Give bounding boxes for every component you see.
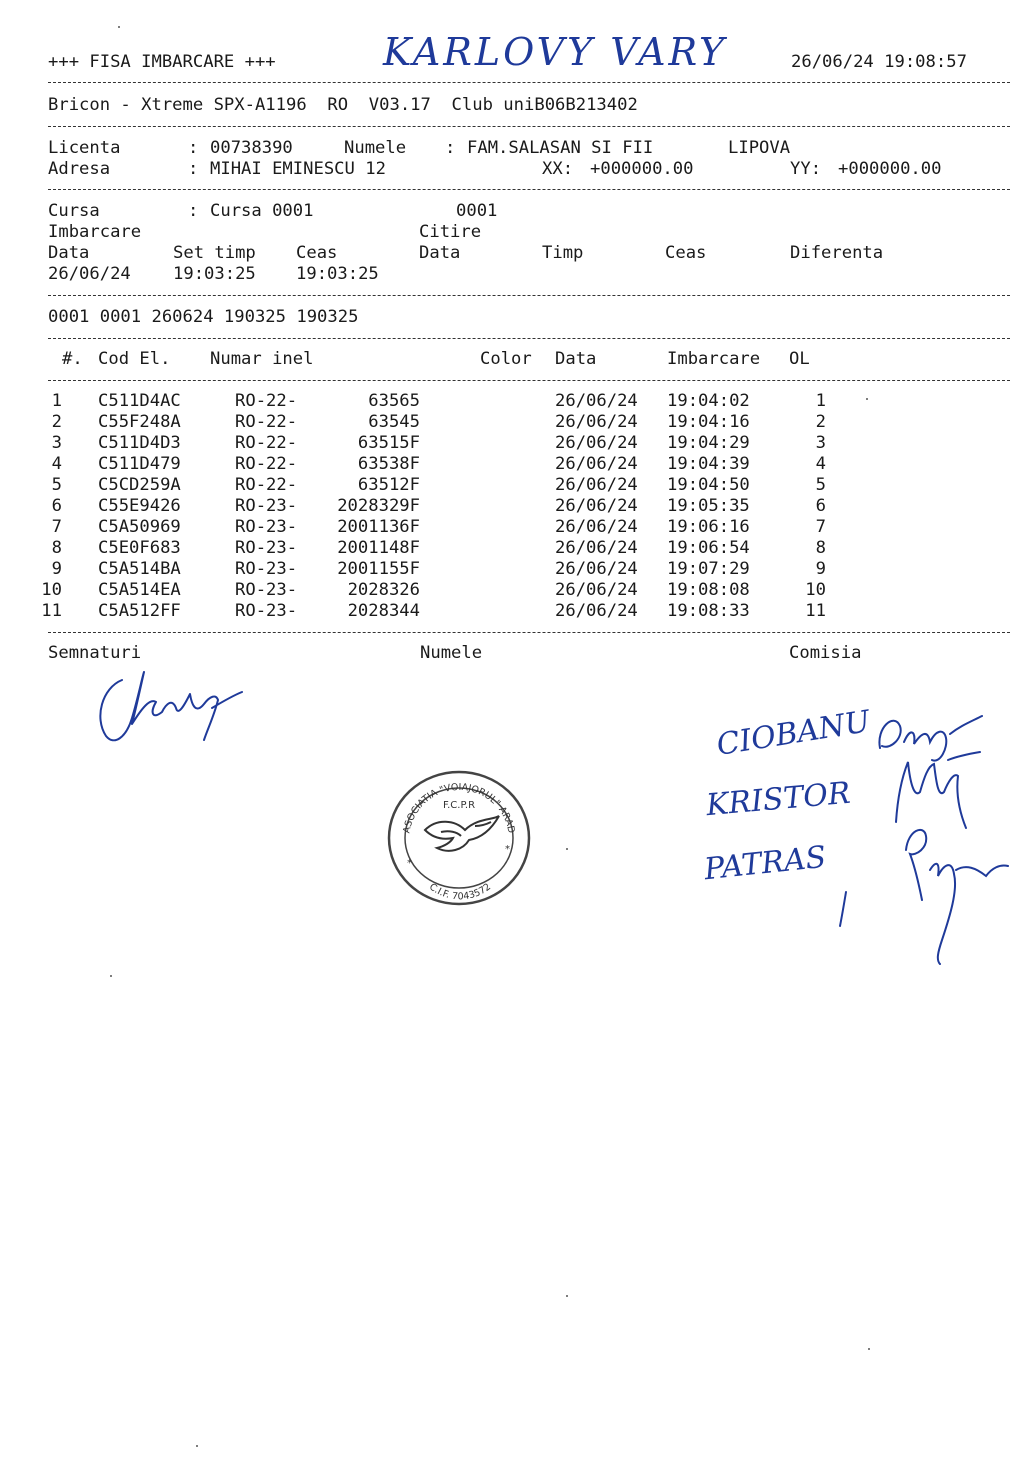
row-time: 19:06:54 xyxy=(667,538,750,558)
semnaturi-label: Semnaturi xyxy=(48,643,142,663)
row-ring-prefix: RO-23- xyxy=(235,538,298,558)
val-data: 26/06/24 xyxy=(48,264,131,284)
row-ring-number: 2028329F xyxy=(337,496,420,516)
owner-signature xyxy=(92,668,252,748)
col-diferenta: Diferenta xyxy=(790,243,884,263)
row-time: 19:08:33 xyxy=(667,601,750,621)
separator xyxy=(48,126,1010,127)
xx-label: XX: xyxy=(542,159,574,179)
colon: : xyxy=(188,138,199,158)
commission-name-3: PATRAS xyxy=(702,839,828,888)
val-ceas: 19:03:25 xyxy=(296,264,379,284)
report-datetime: 26/06/24 19:08:57 xyxy=(791,52,967,72)
scan-speck xyxy=(566,1295,568,1297)
row-ring-prefix: RO-22- xyxy=(235,475,298,495)
licenta-value: 00738390 xyxy=(210,138,293,158)
col-ceas-citire: Ceas xyxy=(665,243,707,263)
row-number: 3 xyxy=(51,433,62,453)
row-time: 19:04:29 xyxy=(667,433,750,453)
row-ring-prefix: RO-23- xyxy=(235,496,298,516)
separator xyxy=(48,295,1010,296)
row-ring-number: 2028326 xyxy=(347,580,420,600)
row-cod: C511D479 xyxy=(98,454,181,474)
col-timp: Timp xyxy=(542,243,584,263)
xx-value: +000000.00 xyxy=(590,159,694,179)
row-date: 26/06/24 xyxy=(555,559,638,579)
header-inel: Numar inel xyxy=(210,349,314,369)
row-number: 10 xyxy=(41,580,62,600)
row-cod: C511D4D3 xyxy=(98,433,181,453)
row-cod: C5A512FF xyxy=(98,601,181,621)
cursa-value: Cursa 0001 xyxy=(210,201,314,221)
row-number: 9 xyxy=(51,559,62,579)
adresa-label: Adresa xyxy=(48,159,111,179)
colon: : xyxy=(188,159,199,179)
row-number: 6 xyxy=(51,496,62,516)
row-date: 26/06/24 xyxy=(555,517,638,537)
row-number: 5 xyxy=(51,475,62,495)
col-ceas: Ceas xyxy=(296,243,338,263)
col-set-timp: Set timp xyxy=(173,243,256,263)
row-ring-prefix: RO-22- xyxy=(235,391,298,411)
numele-footer-label: Numele xyxy=(420,643,483,663)
row-ring-number: 63545 xyxy=(368,412,420,432)
svg-text:*: * xyxy=(505,844,510,855)
row-number: 8 xyxy=(51,538,62,558)
scan-speck xyxy=(110,975,112,977)
header-data: Data xyxy=(555,349,597,369)
row-number: 7 xyxy=(51,517,62,537)
pen-stroke xyxy=(834,890,854,930)
report-title: +++ FISA IMBARCARE +++ xyxy=(48,52,276,72)
stamp-bottom-text: C.I.F. 7043572 xyxy=(426,881,494,903)
handwritten-location: KARLOVY VARY xyxy=(383,30,728,74)
citire-label: Citire xyxy=(419,222,482,242)
yy-value: +000000.00 xyxy=(838,159,942,179)
row-number: 1 xyxy=(51,391,62,411)
row-date: 26/06/24 xyxy=(555,580,638,600)
svg-text:*: * xyxy=(407,858,412,869)
row-time: 19:04:02 xyxy=(667,391,750,411)
row-ring-prefix: RO-23- xyxy=(235,559,298,579)
row-ol: 6 xyxy=(815,496,826,516)
locality-value: LIPOVA xyxy=(728,138,791,158)
numele-value: FAM.SALASAN SI FII xyxy=(467,138,654,158)
comisia-label: Comisia xyxy=(789,643,862,663)
row-ring-number: 63512F xyxy=(357,475,420,495)
adresa-value: MIHAI EMINESCU 12 xyxy=(210,159,386,179)
row-ring-prefix: RO-23- xyxy=(235,601,298,621)
header-ol: OL xyxy=(789,349,810,369)
row-ring-number: 63515F xyxy=(357,433,420,453)
row-ring-number: 2001155F xyxy=(337,559,420,579)
row-ring-number: 2028344 xyxy=(347,601,420,621)
row-ol: 4 xyxy=(815,454,826,474)
row-date: 26/06/24 xyxy=(555,412,638,432)
separator xyxy=(48,189,1010,190)
row-ring-prefix: RO-22- xyxy=(235,412,298,432)
separator xyxy=(48,632,1010,633)
scan-speck xyxy=(118,26,120,28)
row-cod: C5A514BA xyxy=(98,559,181,579)
row-date: 26/06/24 xyxy=(555,475,638,495)
row-date: 26/06/24 xyxy=(555,496,638,516)
scan-speck xyxy=(868,1348,870,1350)
row-time: 19:04:50 xyxy=(667,475,750,495)
col-data-citire: Data xyxy=(419,243,461,263)
colon: : xyxy=(445,138,456,158)
commission-name-2: KRISTOR xyxy=(704,775,852,824)
separator xyxy=(48,380,1010,381)
row-ol: 9 xyxy=(815,559,826,579)
row-number: 2 xyxy=(51,412,62,432)
row-time: 19:08:08 xyxy=(667,580,750,600)
row-cod: C5A514EA xyxy=(98,580,181,600)
row-ring-prefix: RO-23- xyxy=(235,580,298,600)
header-color: Color xyxy=(480,349,532,369)
row-cod: C511D4AC xyxy=(98,391,181,411)
row-time: 19:06:16 xyxy=(667,517,750,537)
association-stamp xyxy=(385,768,533,908)
imbarcare-label: Imbarcare xyxy=(48,222,142,242)
row-ring-number: 63538F xyxy=(357,454,420,474)
numele-label: Numele xyxy=(344,138,407,158)
row-number: 11 xyxy=(41,601,62,621)
header-cod: Cod El. xyxy=(98,349,171,369)
header-num: #. xyxy=(62,349,83,369)
commission-signature-3 xyxy=(896,820,1014,970)
row-date: 26/06/24 xyxy=(555,391,638,411)
cursa-code: 0001 xyxy=(456,201,498,221)
row-ring-prefix: RO-22- xyxy=(235,433,298,453)
header-imbarcare: Imbarcare xyxy=(667,349,761,369)
row-ol: 7 xyxy=(815,517,826,537)
row-ring-number: 2001148F xyxy=(337,538,420,558)
row-date: 26/06/24 xyxy=(555,454,638,474)
scan-speck xyxy=(566,848,568,850)
row-time: 19:07:29 xyxy=(667,559,750,579)
col-data: Data xyxy=(48,243,90,263)
row-cod: C5E0F683 xyxy=(98,538,181,558)
row-cod: C5CD259A xyxy=(98,475,181,495)
stamp-top-text: ASOCIATIA "VOIAJORUL" ARAD xyxy=(401,781,517,835)
row-ring-number: 63565 xyxy=(368,391,420,411)
row-date: 26/06/24 xyxy=(555,601,638,621)
row-cod: C55F248A xyxy=(98,412,181,432)
row-ol: 5 xyxy=(815,475,826,495)
row-cod: C55E9426 xyxy=(98,496,181,516)
row-time: 19:05:35 xyxy=(667,496,750,516)
separator xyxy=(48,82,1010,83)
yy-label: YY: xyxy=(790,159,822,179)
dove-emblem-icon xyxy=(425,816,499,851)
code-line: 0001 0001 260624 190325 190325 xyxy=(48,307,359,327)
row-ol: 3 xyxy=(815,433,826,453)
row-number: 4 xyxy=(51,454,62,474)
scan-speck xyxy=(866,398,868,400)
row-ring-prefix: RO-23- xyxy=(235,517,298,537)
row-ring-prefix: RO-22- xyxy=(235,454,298,474)
row-ol: 10 xyxy=(805,580,826,600)
val-set-timp: 19:03:25 xyxy=(173,264,256,284)
colon: : xyxy=(188,201,199,221)
scan-speck xyxy=(196,1445,198,1447)
licenta-label: Licenta xyxy=(48,138,121,158)
device-info-line: Bricon - Xtreme SPX-A1196 RO V03.17 Club uniB06B213402 xyxy=(48,95,638,115)
separator xyxy=(48,338,1010,339)
row-ol: 8 xyxy=(815,538,826,558)
row-ol: 2 xyxy=(815,412,826,432)
cursa-label: Cursa xyxy=(48,201,100,221)
row-ol: 11 xyxy=(805,601,826,621)
stamp-inner-text: F.C.P.R xyxy=(442,800,476,811)
row-date: 26/06/24 xyxy=(555,538,638,558)
row-ring-number: 2001136F xyxy=(337,517,420,537)
row-cod: C5A50969 xyxy=(98,517,181,537)
row-ol: 1 xyxy=(815,391,826,411)
row-time: 19:04:16 xyxy=(667,412,750,432)
row-time: 19:04:39 xyxy=(667,454,750,474)
commission-name-1: CIOBANU xyxy=(714,704,873,763)
row-date: 26/06/24 xyxy=(555,433,638,453)
